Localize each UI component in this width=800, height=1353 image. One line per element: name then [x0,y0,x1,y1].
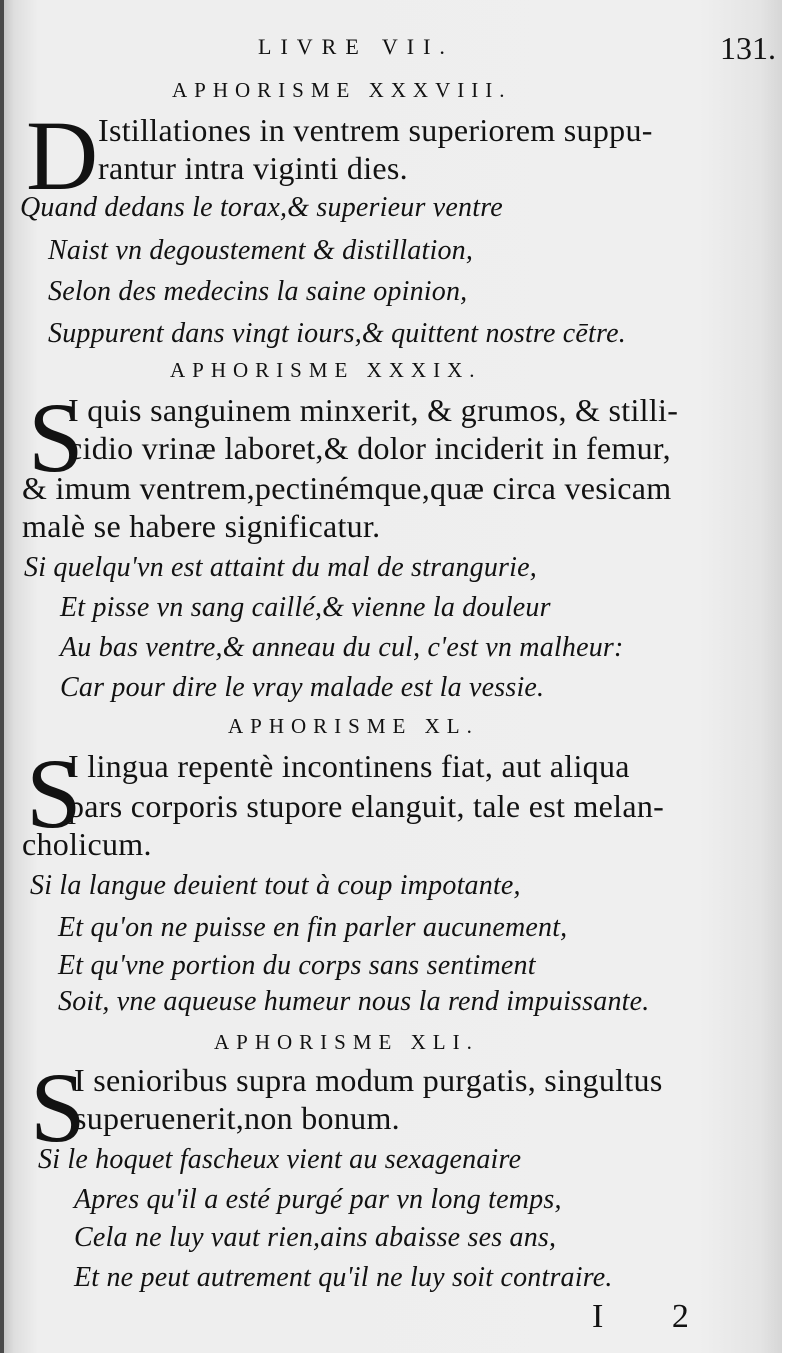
latin-line: malè se habere significatur. [22,508,381,544]
french-verse-line: Et pisse vn sang caillé,& vienne la douleur [60,592,551,623]
french-verse-line: Si la langue deuient tout à coup impotante, [30,870,521,901]
latin-line: superuenerit,non bonum. [74,1100,400,1136]
french-verse-line: Naist vn degoustement & distillation, [48,235,474,266]
french-verse-line: Et ne peut autrement qu'il ne luy soit contraire. [74,1262,613,1293]
french-verse-line: Selon des medecins la saine opinion, [48,276,468,307]
latin-line: pars corporis stupore elanguit, tale est melan- [68,788,665,824]
french-verse-line: Apres qu'il a esté purgé par vn long temps, [74,1184,562,1215]
latin-line: cholicum. [22,826,152,862]
french-verse-line: Suppurent dans vingt iours,& quittent nostre cētre. [48,318,626,349]
french-verse-line: Quand dedans le torax,& superieur ventre [20,192,503,223]
latin-line: rantur intra viginti dies. [98,150,408,186]
signature-mark: I 2 [592,1298,719,1335]
page-number: 131. [720,30,776,66]
latin-line: cidio vrinæ laboret,& dolor inciderit in femur, [68,430,671,466]
french-verse-line: Et qu'on ne puisse en fin parler aucunement, [58,912,568,943]
aphorism-heading: APHORISME XXXIX. [170,358,482,382]
drop-cap: S [30,1052,86,1163]
running-head: LIVRE VII. [258,34,454,59]
french-verse-line: Soit, vne aqueuse humeur nous la rend impuissante. [58,986,650,1017]
aphorism-heading: APHORISME XXXVIII. [172,78,512,102]
drop-cap: S [28,382,84,493]
latin-line: I quis sanguinem minxerit, & grumos, & stilli- [68,392,679,428]
french-verse-line: Au bas ventre,& anneau du cul, c'est vn malheur: [60,632,624,663]
aphorism-heading: APHORISME XLI. [214,1030,479,1054]
aphorism-heading: APHORISME XL. [228,714,479,738]
french-verse-line: Si quelqu'vn est attaint du mal de strangurie, [24,552,537,583]
latin-line: Istillationes in ventrem superiorem suppu- [98,112,653,148]
french-verse-line: Car pour dire le vray malade est la vessie. [60,672,545,703]
drop-cap: D [26,100,99,211]
french-verse-line: Cela ne luy vaut rien,ains abaisse ses ans, [74,1222,557,1253]
latin-line: I lingua repentè incontinens fiat, aut aliqua [68,748,630,784]
french-verse-line: Et qu'vne portion du corps sans sentiment [58,950,536,981]
latin-line: I senioribus supra modum purgatis, singultus [74,1062,663,1098]
french-verse-line: Si le hoquet fascheux vient au sexagenaire [38,1144,522,1175]
latin-line: & imum ventrem,pectinémque,quæ circa vesicam [22,470,672,506]
drop-cap: S [26,738,82,849]
